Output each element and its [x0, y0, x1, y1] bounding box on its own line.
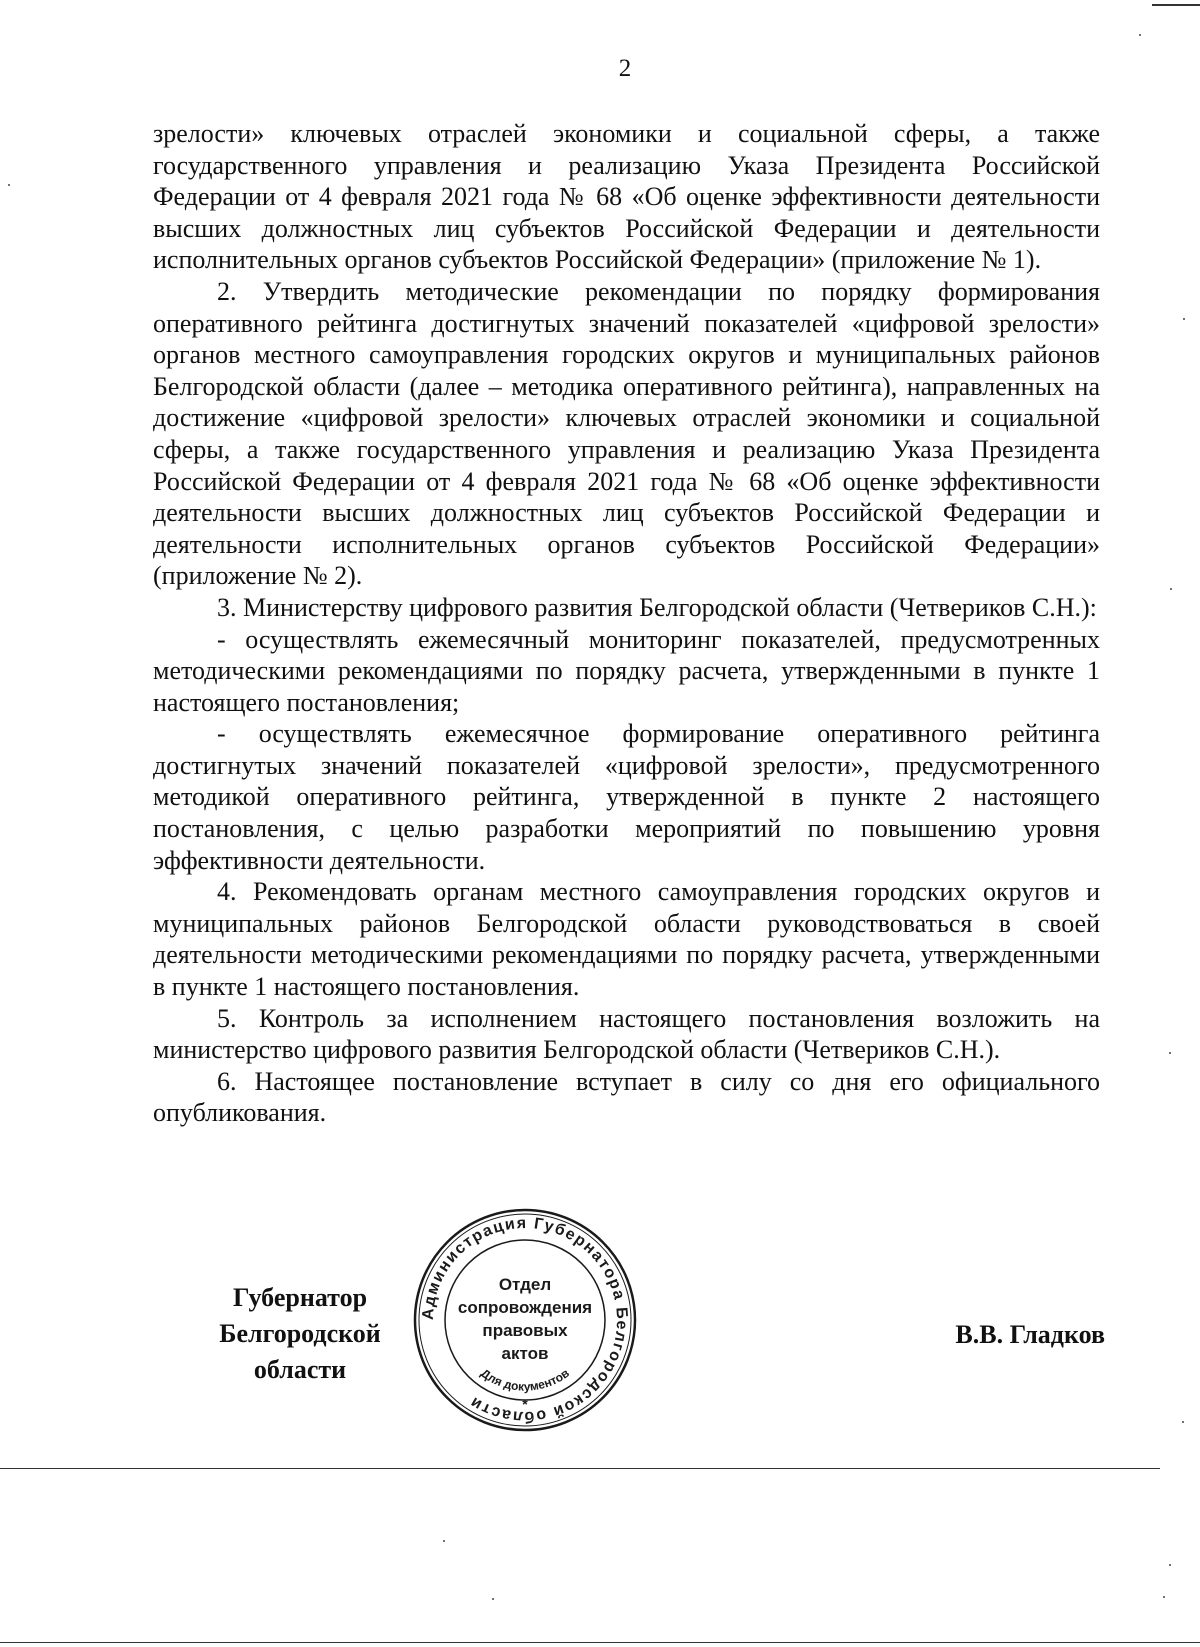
paragraph-3-item-b: - осуществлять ежемесячное формирование оперативного рейтинга достигнутых значений показателей «цифровой зрелости», предусмотренного методикой оперативного рейтинга, утвержденной в пункте 2 настоящего постановления, с целью разработки мероприятий по повышению уровня эффективности деятельности. — [153, 719, 1100, 875]
scan-edge-mark — [1152, 4, 1200, 6]
scan-speck — [1183, 318, 1185, 320]
paragraph-6: 6. Настоящее постановление вступает в силу со дня его официального опубликования. — [153, 1066, 1100, 1128]
scan-speck — [1169, 1564, 1171, 1566]
stamp-center-line-1: Отдел — [498, 1275, 552, 1294]
paragraph-3: 3. Министерству цифрового развития Белгородской области (Четвериков С.Н.): — [217, 592, 1097, 622]
paragraph-3-item-a: - осуществлять ежемесячный мониторинг показателей, предусмотренных методическими рекомендациями по порядку расчета, утвержденными в пункте 1 настоящего постановления; — [153, 624, 1100, 717]
stamp-center-text — [410, 1273, 640, 1365]
stamp-center-line-4: актов — [501, 1344, 549, 1363]
scan-speck — [1163, 1596, 1165, 1598]
paragraph-2: 2. Утвердить методические рекомендации по порядку формирования оперативного рейтинга достигнутых значений показателей «цифровой зрелости» органов местного самоуправления городских округов и муниципальных районов Белгородской области (далее – методика оперативного рейтинга), направленных на достижение «цифровой зрелости» ключевых отраслей экономики и социальной сферы, а также государственного управления и реализацию Указа Президента Российской Федерации от 4 февраля 2021 года № 68 «Об оценке эффективности деятельности высших должностных лиц субъектов Российской Федерации и деятельности исполнительных органов субъектов Российской Федерации» (приложение № 2). — [153, 276, 1100, 591]
bottom-separator-line — [0, 1468, 1160, 1469]
scan-speck — [1182, 1421, 1184, 1423]
stamp-center-line-3: правовых — [482, 1321, 568, 1340]
official-stamp — [410, 1205, 640, 1435]
stamp-star-icon: * — [522, 1396, 528, 1412]
paragraph-4: 4. Рекомендовать органам местного самоуправления городских округов и муниципальных районов Белгородской области руководствоваться в своей деятельности методическими рекомендациями по порядку расчета, утвержденными в пункте 1 настоящего постановления. — [153, 877, 1100, 1002]
signatory-title-line-1: Губернатор — [232, 1283, 368, 1312]
signatory-title — [170, 1280, 430, 1388]
stamp-outer-ring-text: Администрация Губернатора Белгородской области — [419, 1214, 631, 1426]
scan-speck — [1169, 1052, 1171, 1054]
scan-speck — [1170, 588, 1172, 590]
stamp-inner-ring-text: Для документов — [478, 1365, 572, 1394]
scan-speck — [8, 184, 10, 186]
stamp-center-line-2: сопровождения — [457, 1298, 593, 1317]
scan-speck — [1139, 34, 1141, 36]
page-number: 2 — [618, 55, 632, 82]
paragraph-1-continuation: зрелости» ключевых отраслей экономики и социальной сферы, а также государственного управления и реализацию Указа Президента Российской Федерации от 4 февраля 2021 года № 68 «Об оценке эффективности деятельности высших должностных лиц субъектов Российской Федерации и деятельности исполнительных органов субъектов Российской Федерации» (приложение № 1). — [153, 119, 1100, 275]
document-body — [153, 118, 1100, 1129]
signatory-name: В.В. Гладков — [955, 1320, 1105, 1349]
scan-speck — [492, 1598, 494, 1600]
signatory-title-line-2: Белгородской области — [219, 1319, 381, 1384]
paragraph-5: 5. Контроль за исполнением настоящего постановления возложить на министерство цифрового развития Белгородской области (Четвериков С.Н.). — [153, 1003, 1100, 1065]
scan-speck — [443, 1540, 445, 1542]
footer-edge-line — [0, 1642, 1200, 1643]
